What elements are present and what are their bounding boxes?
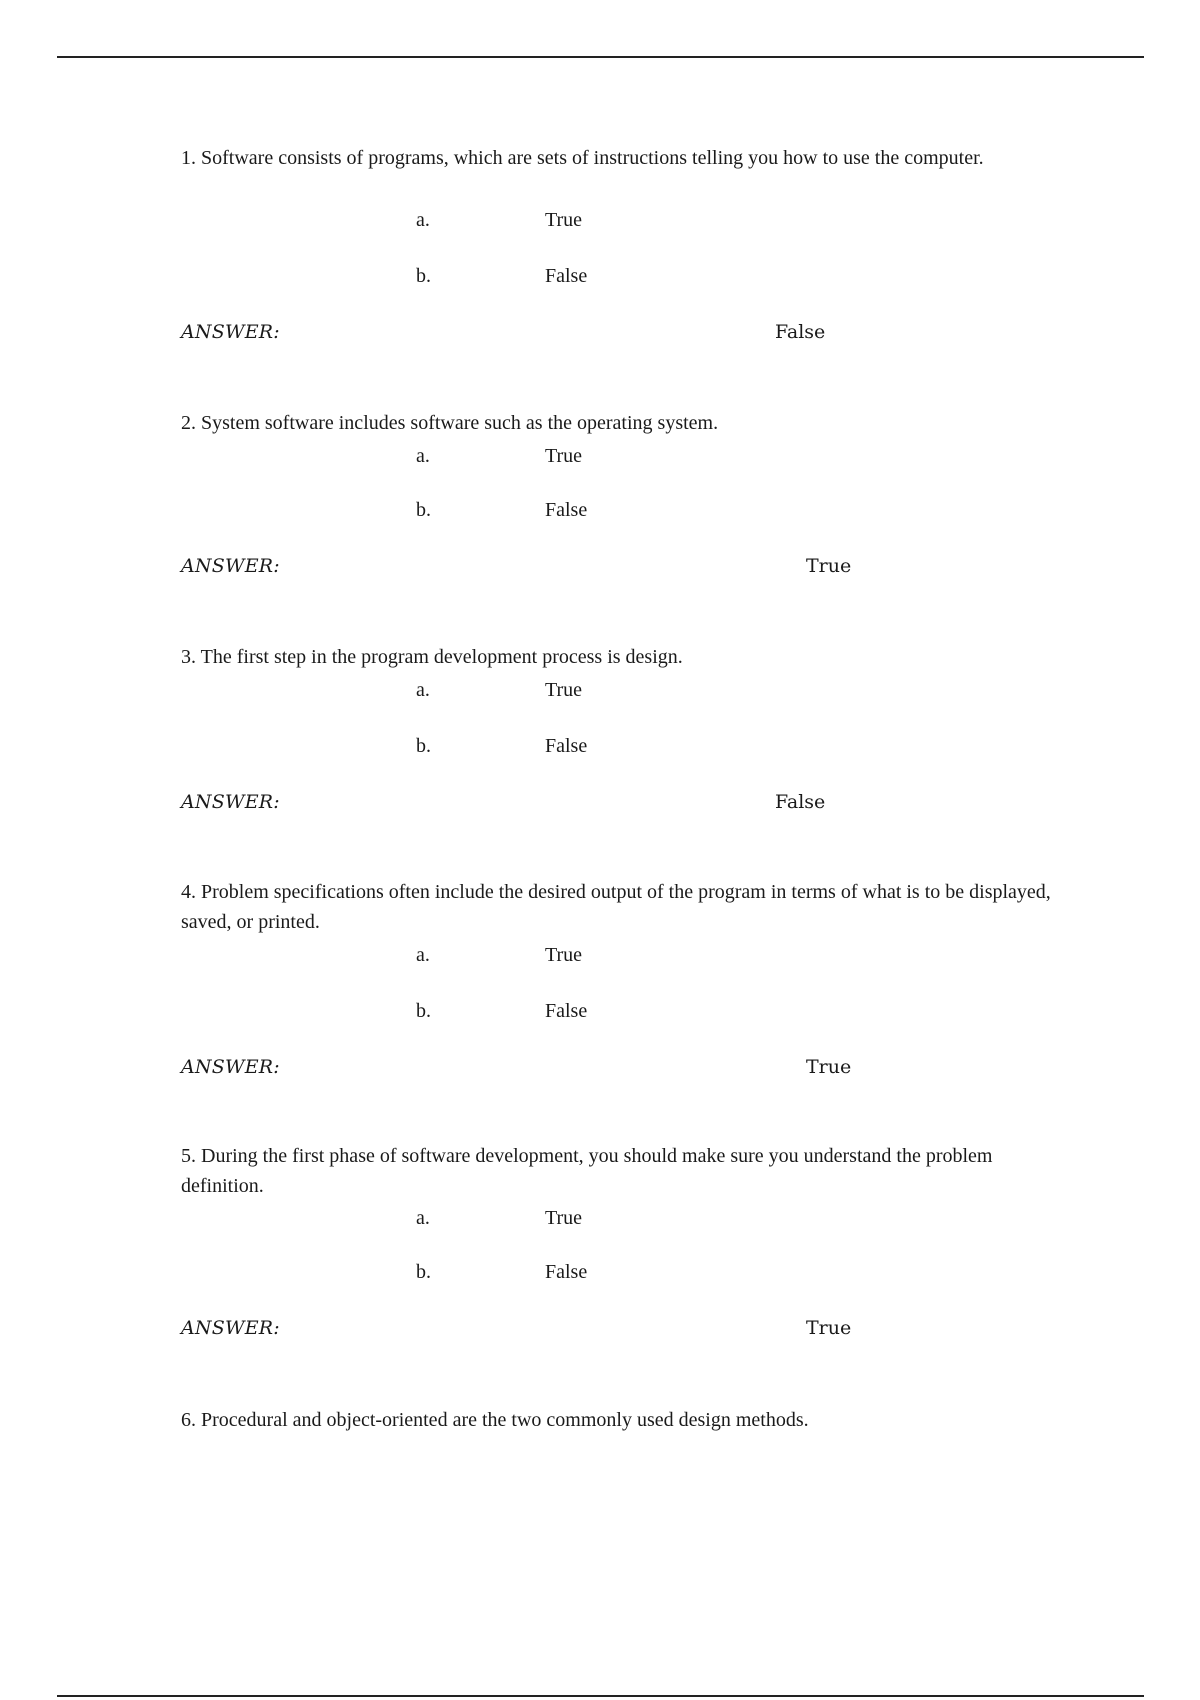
option-label-false: False xyxy=(545,499,588,521)
question-text: 3. The first step in the program development process is design. xyxy=(181,646,683,668)
answer-label: ANSWER: xyxy=(181,1056,280,1078)
option-letter-b: b. xyxy=(416,499,431,521)
answer-label: ANSWER: xyxy=(181,555,280,577)
option-label-false: False xyxy=(545,1000,588,1022)
option-letter-b: b. xyxy=(416,1261,431,1283)
answer-value: False xyxy=(775,791,826,813)
option-label-true: True xyxy=(545,1207,583,1229)
option-label-true: True xyxy=(545,944,583,966)
question-text: 4. Problem specifications often include the desired output of the program in terms of what is to be displayed, saved, or printed. xyxy=(181,881,1051,933)
option-letter-a: a. xyxy=(416,445,430,467)
option-letter-a: a. xyxy=(416,944,430,966)
answer-value: True xyxy=(806,1317,852,1339)
option-letter-b: b. xyxy=(416,735,431,757)
option-label-false: False xyxy=(545,735,588,757)
option-letter-b: b. xyxy=(416,1000,431,1022)
option-letter-a: a. xyxy=(416,209,430,231)
option-label-false: False xyxy=(545,265,588,287)
bottom-rule xyxy=(57,1695,1144,1697)
answer-label: ANSWER: xyxy=(181,1317,280,1339)
answer-value: True xyxy=(806,555,852,577)
question-text: 5. During the first phase of software development, you should make sure you understand the problem definition. xyxy=(181,1145,993,1197)
option-letter-b: b. xyxy=(416,265,431,287)
answer-label: ANSWER: xyxy=(181,321,280,343)
answer-value: False xyxy=(775,321,826,343)
answer-value: True xyxy=(806,1056,852,1078)
option-letter-a: a. xyxy=(416,679,430,701)
answer-label: ANSWER: xyxy=(181,791,280,813)
question-text: 6. Procedural and object-oriented are the two commonly used design methods. xyxy=(181,1409,809,1431)
question-text: 1. Software consists of programs, which are sets of instructions telling you how to use the computer. xyxy=(181,147,984,169)
question-text: 2. System software includes software such as the operating system. xyxy=(181,412,719,434)
option-letter-a: a. xyxy=(416,1207,430,1229)
option-label-true: True xyxy=(545,209,583,231)
option-label-false: False xyxy=(545,1261,588,1283)
top-rule xyxy=(57,56,1144,58)
option-label-true: True xyxy=(545,445,583,467)
option-label-true: True xyxy=(545,679,583,701)
